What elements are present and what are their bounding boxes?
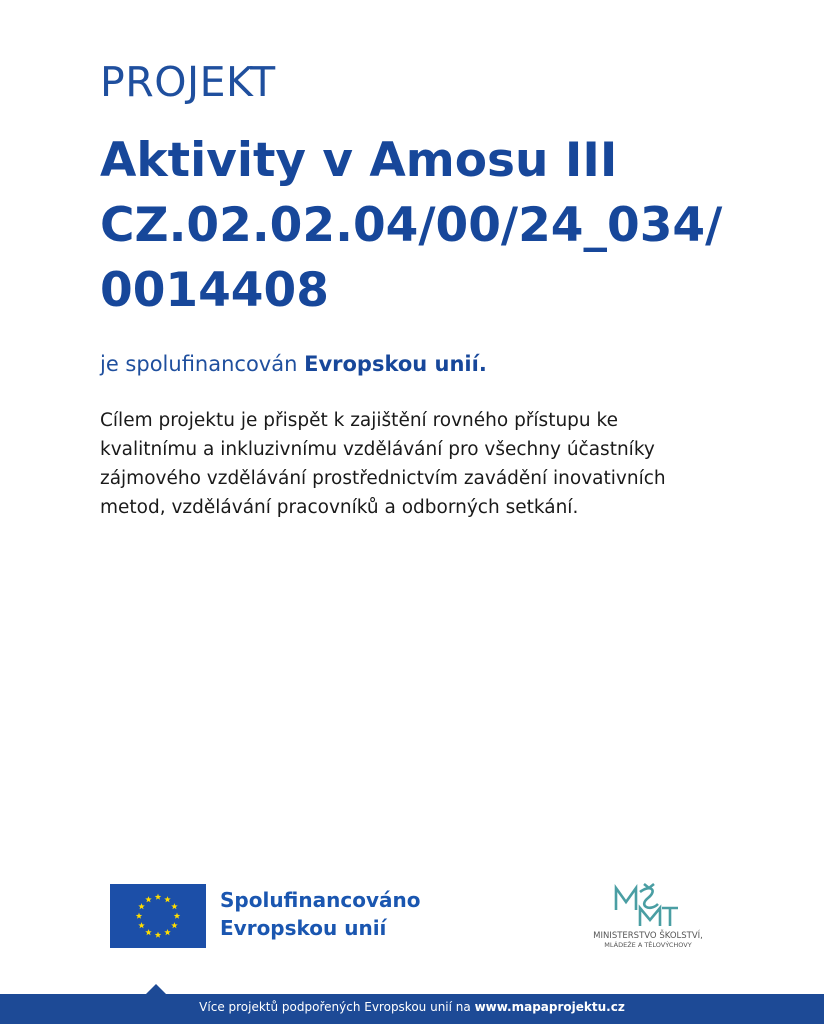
msmt-logo bbox=[578, 880, 718, 952]
description-line: Cílem projektu je přispět k zajištění rovného přístupu ke bbox=[100, 410, 618, 431]
project-title bbox=[100, 128, 722, 323]
cofinancing-emphasis: Evropskou unií. bbox=[304, 352, 487, 376]
msmt-caption-line: MLÁDEŽE A TĚLOVÝCHOVY bbox=[604, 941, 692, 949]
project-title-line: Aktivity v Amosu III bbox=[100, 133, 618, 188]
eu-label-line: Spolufinancováno bbox=[220, 888, 421, 912]
project-description bbox=[100, 406, 730, 522]
cofinancing-prefix: je spolufinancován bbox=[100, 352, 305, 376]
footer-link[interactable]: www.mapaprojektu.cz bbox=[474, 1000, 625, 1014]
eu-flag-icon bbox=[110, 884, 206, 948]
eu-flag-svg bbox=[110, 884, 206, 948]
eu-cofinanced-label bbox=[220, 886, 420, 942]
msmt-caption-line: MINISTERSTVO ŠKOLSTVÍ, bbox=[593, 931, 703, 941]
description-line: metod, vzdělávání pracovníků a odborných setkání. bbox=[100, 497, 579, 518]
footer-prefix: Více projektů podpořených Evropskou unií na bbox=[199, 1000, 475, 1014]
msmt-logo-svg bbox=[578, 880, 718, 952]
footer-notch bbox=[146, 984, 166, 994]
project-code-line: CZ.02.02.04/00/24_034/ bbox=[100, 198, 723, 253]
project-code-line: 0014408 bbox=[100, 263, 329, 318]
project-kicker: PROJEKT bbox=[100, 58, 276, 106]
description-line: zájmového vzdělávání prostřednictvím zavádění inovativních bbox=[100, 468, 666, 489]
footer-text bbox=[0, 1000, 824, 1014]
eu-label-line: Evropskou unií bbox=[220, 916, 387, 940]
description-line: kvalitnímu a inkluzivnímu vzdělávání pro všechny účastníky bbox=[100, 439, 655, 460]
cofinancing-statement bbox=[100, 352, 487, 376]
